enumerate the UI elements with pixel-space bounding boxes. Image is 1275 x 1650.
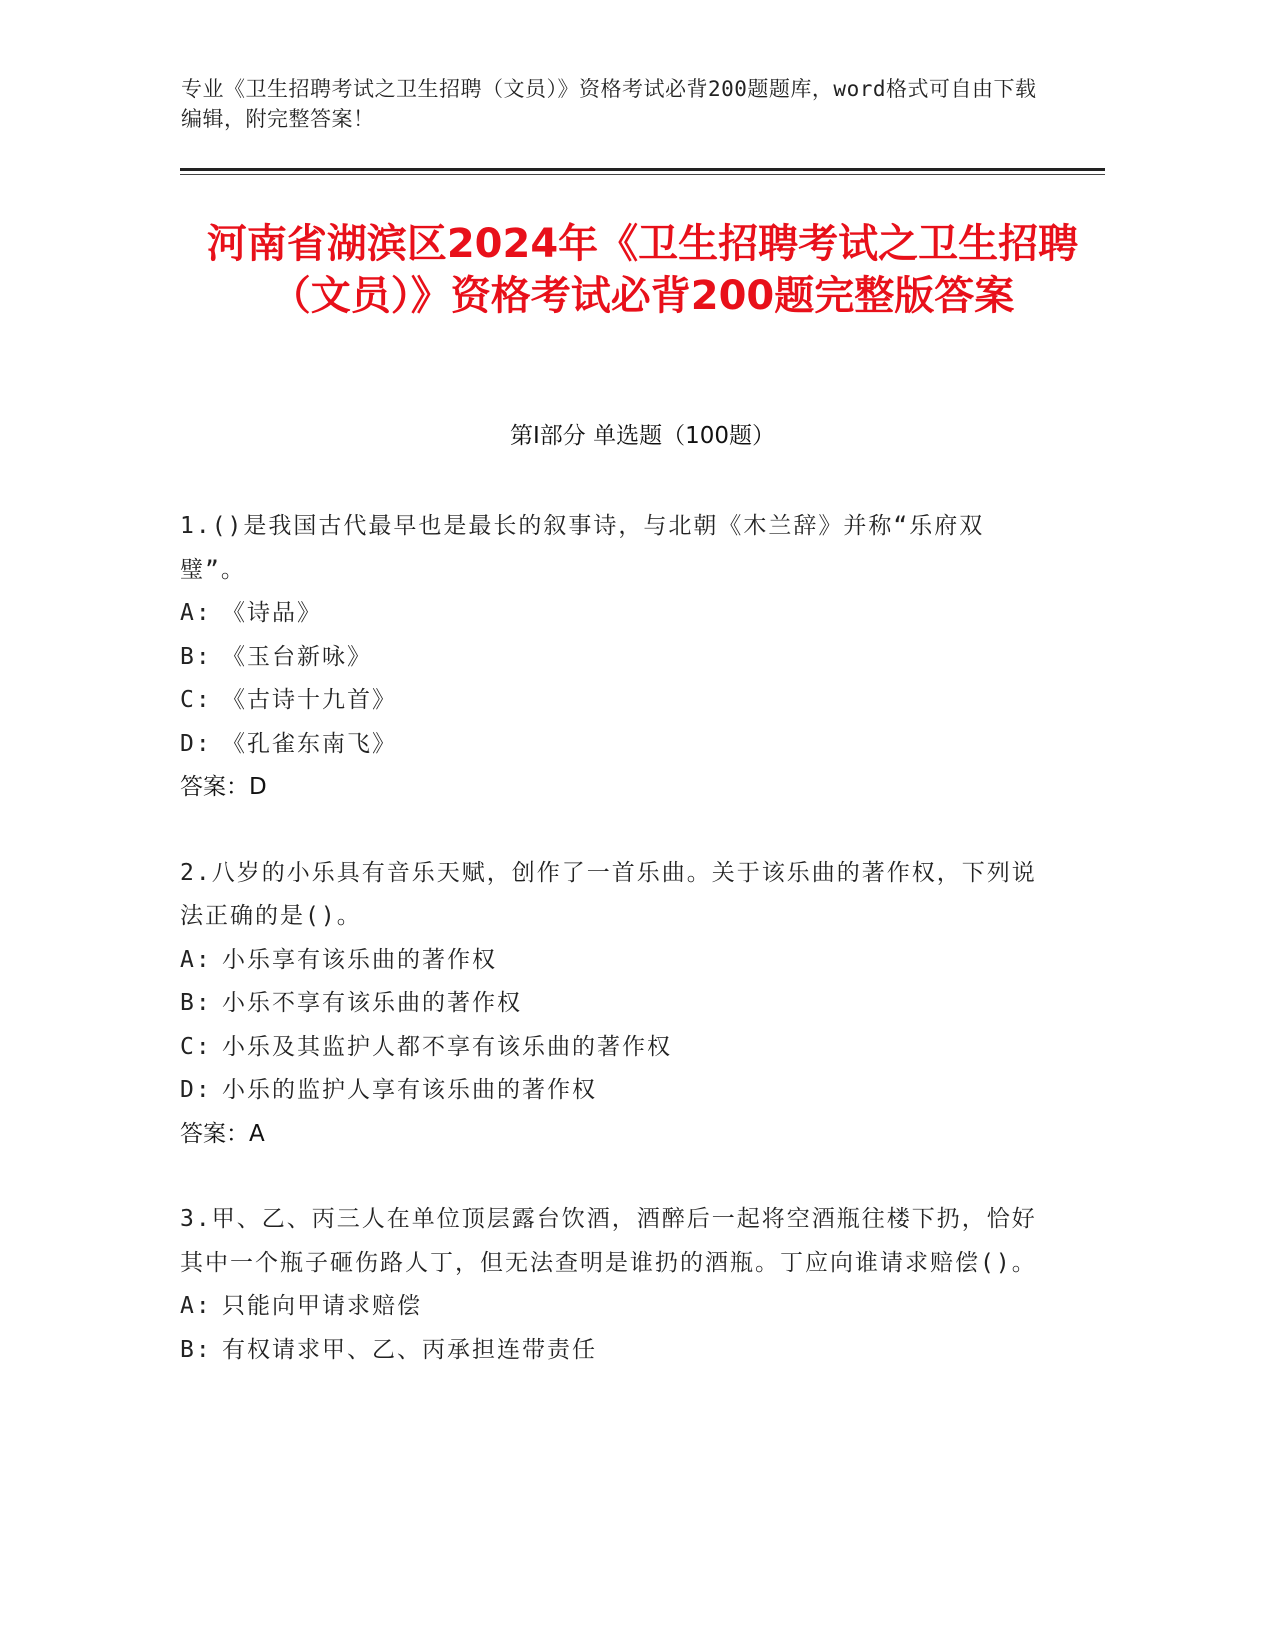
option-d: [180, 1069, 1040, 1113]
option-text: 小乐不享有该乐曲的著作权: [222, 990, 522, 1016]
option-letter: B:: [180, 990, 212, 1016]
option-text: 《诗品》: [222, 600, 322, 626]
question-1: [180, 505, 1040, 810]
option-text: 只能向甲请求赔偿: [222, 1293, 422, 1319]
option-a: [180, 1285, 1040, 1329]
header-divider-thin: [180, 174, 1105, 175]
question-stem: 2.八岁的小乐具有音乐天赋，创作了一首乐曲。关于该乐曲的著作权，下列说法正确的是()。: [180, 859, 1037, 929]
option-letter: A:: [180, 1293, 212, 1319]
option-c: [180, 679, 1040, 723]
option-text: 小乐及其监护人都不享有该乐曲的著作权: [222, 1033, 672, 1060]
section-title: 第Ⅰ部分 单选题（100题）: [510, 423, 775, 449]
answer-line: 答案：D: [180, 774, 267, 800]
option-letter: A:: [180, 946, 212, 973]
option-b: [180, 982, 1040, 1026]
option-letter: C:: [180, 1033, 212, 1060]
question-2: [180, 852, 1040, 1157]
option-d: [180, 723, 1040, 767]
option-text: 《古诗十九首》: [222, 687, 397, 713]
option-letter: A:: [180, 600, 212, 626]
option-a: [180, 939, 1040, 983]
question-list: [180, 505, 1040, 1414]
option-letter: B:: [180, 643, 212, 670]
option-text: 小乐享有该乐曲的著作权: [222, 946, 497, 973]
question-stem: 1.()是我国古代最早也是最长的叙事诗，与北朝《木兰辞》并称“乐府双璧”。: [180, 513, 985, 583]
option-letter: B:: [180, 1336, 212, 1363]
option-letter: D:: [180, 1077, 212, 1103]
option-a: [180, 592, 1040, 636]
option-text: 有权请求甲、乙、丙承担连带责任: [222, 1336, 597, 1363]
option-b: [180, 1329, 1040, 1373]
option-letter: C:: [180, 687, 212, 713]
document-title: 河南省湖滨区2024年《卫生招聘考试之卫生招聘（文员）》资格考试必背200题完整版答案: [206, 221, 1079, 319]
option-text: 小乐的监护人享有该乐曲的著作权: [222, 1077, 597, 1103]
question-stem: 3.甲、乙、丙三人在单位顶层露台饮酒，酒醉后一起将空酒瓶往楼下扔，恰好其中一个瓶子砸伤路人丁，但无法查明是谁扔的酒瓶。丁应向谁请求赔偿()。: [180, 1206, 1037, 1276]
header-note: 专业《卫生招聘考试之卫生招聘（文员）》资格考试必背200题题库，word格式可自由下载编辑，附完整答案！: [181, 77, 1037, 131]
option-c: [180, 1026, 1040, 1070]
answer-line: 答案：A: [180, 1120, 265, 1147]
option-text: 《玉台新咏》: [222, 643, 372, 670]
option-letter: D:: [180, 730, 212, 757]
header-divider-thick: [180, 168, 1105, 171]
question-3: [180, 1198, 1040, 1372]
option-text: 《孔雀东南飞》: [222, 730, 397, 757]
option-b: [180, 636, 1040, 680]
